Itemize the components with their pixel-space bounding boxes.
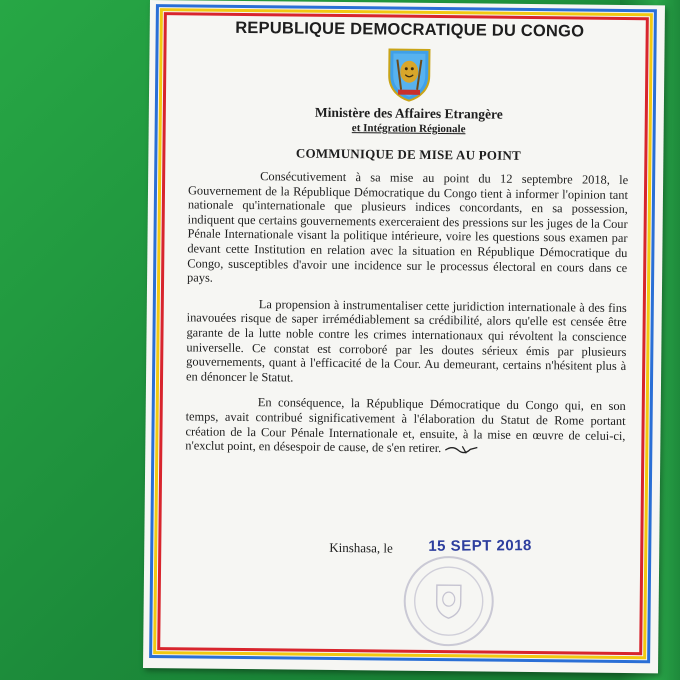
communique-title: COMMUNIQUE DE MISE AU POINT (295, 145, 521, 163)
official-seal-icon (398, 551, 499, 652)
paragraph-3 (185, 395, 626, 458)
signature-mark-icon (444, 444, 478, 454)
paragraph-2: La propension à instrumentaliser cette juridiction internationale à des fins inavouées risque de saper irrémédiablement sa crédibilité, alors qu'elle est censée être garante de la lutte noble contre les crimes internationaux qui révoltent la conscience universelle. Ce constat est corroboré par les doutes sérieux émis par plusieurs gouvernements, quant à l'efficacité de la Cour. Au demeurant, certains n'hésitent plus à en dénoncer le Statut. (185, 296, 627, 385)
emblem-container (189, 43, 630, 104)
place-date-label: Kinshasa, le (329, 539, 393, 556)
document-content (185, 18, 630, 457)
ministry-name: Ministère des Affaires Etrangère (314, 104, 503, 122)
paragraph-3-text: En conséquence, la République Démocratique du Congo qui, en son temps, avait contribué significativement à l'élaboration du Statut de Rome portant création de la Cour Pénale Internationale et, ensuite, à la mise en œuvre de celui-ci, n'exclut point, en désespoir de cause, de s'en retirer. (185, 395, 626, 456)
republic-header: REPUBLIQUE DEMOCRATIQUE DU CONGO (235, 18, 585, 41)
paragraph-1: Consécutivement à sa mise au point du 12 septembre 2018, le Gouvernement de la République Démocratique du Congo tient à informer l'opinion tant nationale qu'internationale que plusieurs indices concordants, en sa possession, indiquent que certains gouvernements exerceraient des pressions sur les juges de la Cour Pénale Internationale visant la politique intérieure, voire les questions sous examen par devant cette Institution en relation avec la situation en République Démocratique du Congo, susceptibles d'avoir une incidence sur le processus électoral en cours dans ce pays. (187, 169, 629, 285)
coat-of-arms-icon (385, 45, 434, 101)
stamped-date: 15 SEPT 2018 (428, 537, 532, 555)
ministry-subtitle: et Intégration Régionale (351, 122, 466, 136)
document-page (143, 0, 665, 673)
